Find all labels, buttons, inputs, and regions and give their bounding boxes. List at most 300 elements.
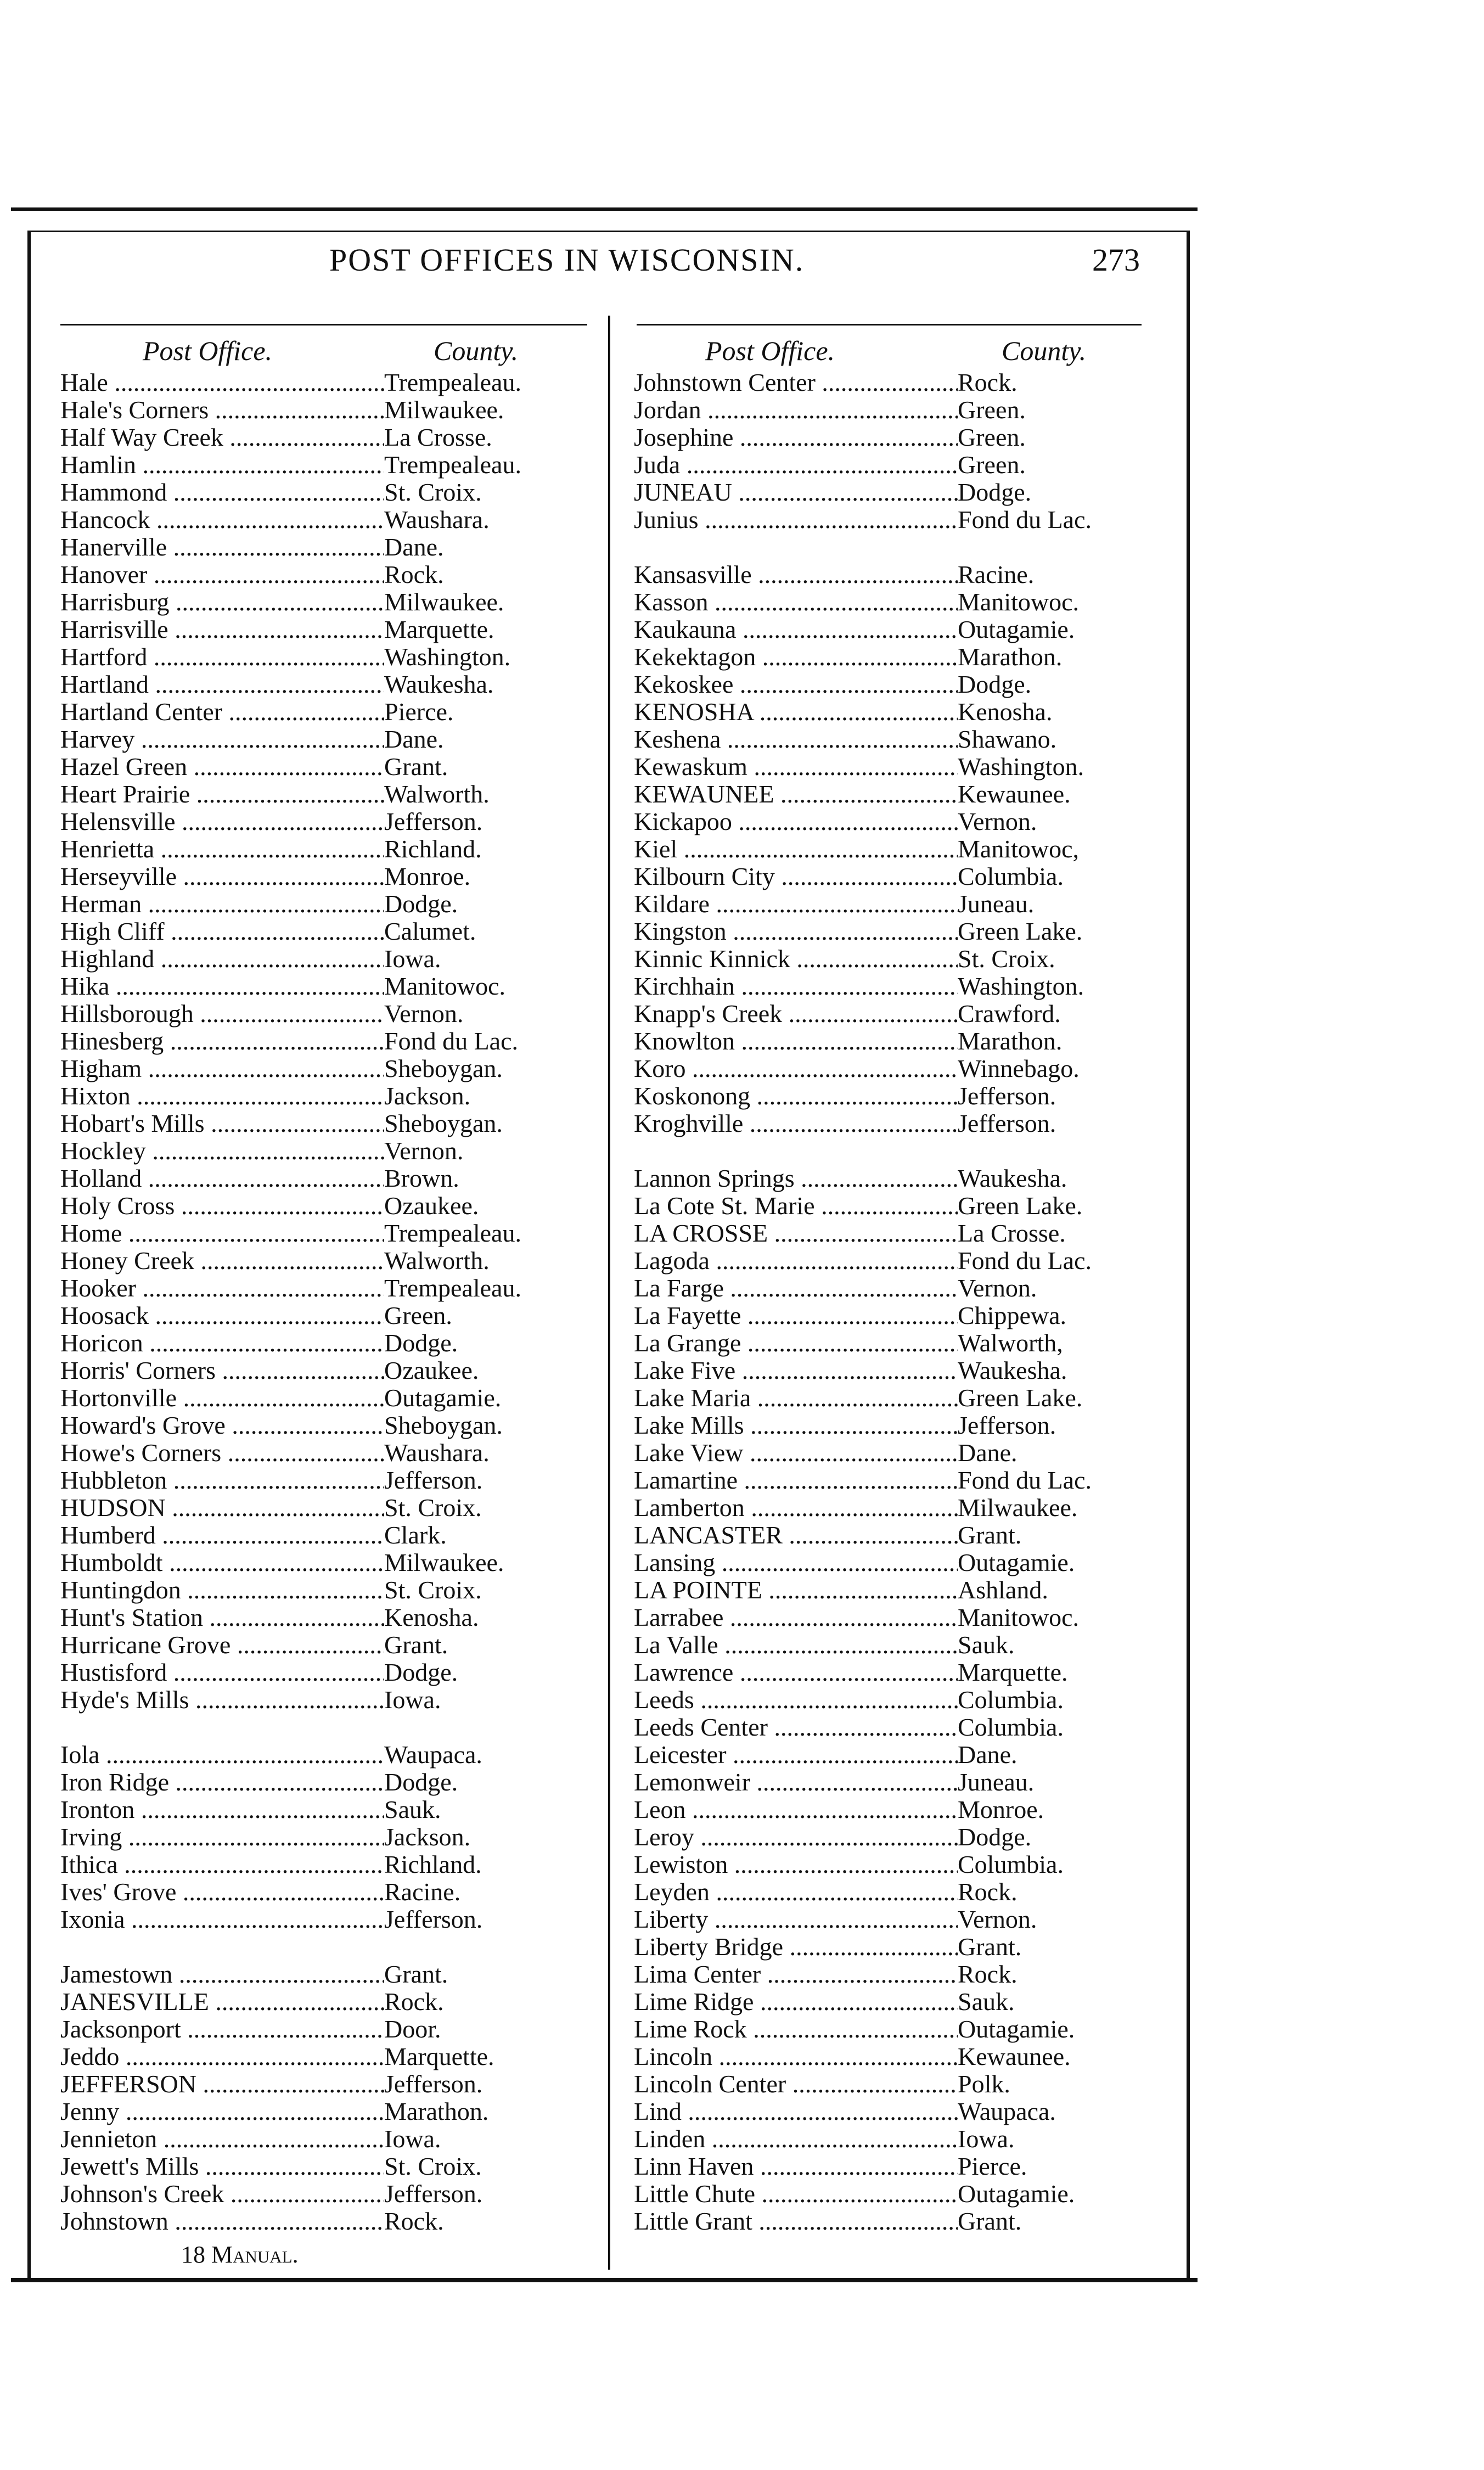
county-name: Vernon. [958,1274,1037,1302]
list-item [634,1686,1092,1714]
county-name: Marquette. [958,1658,1068,1686]
header-underline-right [637,324,1142,325]
county-name: Vernon. [384,1000,464,1028]
list-item [634,2208,1092,2235]
list-item [634,1961,1092,1988]
post-office-name: Hartford ..... [60,643,384,671]
list-item [60,1028,521,1055]
list-item [60,2180,521,2208]
post-office-name: Lime Ridge ..... [634,1988,958,2016]
county-name: Sheboygan. [384,1411,503,1439]
county-name: Door. [384,2015,441,2043]
post-office-heading: Post Office. [705,335,835,366]
county-name: Green. [958,423,1026,451]
county-name: Iowa. [384,2125,441,2153]
county-name: Dane. [384,725,444,753]
county-name: Columbia. [958,862,1064,890]
list-item [634,1220,1092,1247]
county-name: Racine. [384,1878,461,1906]
post-office-name: Jordan ..... [634,396,958,424]
list-item [60,1576,521,1604]
post-office-name: Lincoln Center ..... [634,2070,958,2098]
county-name: Jackson. [384,1823,471,1851]
post-office-name: Koskonong ..... [634,1082,958,1110]
county-name: Rock. [384,560,444,588]
post-office-name: Hammond ..... [60,479,384,506]
post-office-name: Kirchhain ..... [634,973,958,1000]
page-number: 273 [1092,242,1140,278]
list-item [60,1192,521,1220]
county-name: Vernon. [384,1137,464,1165]
list-item [60,1275,521,1302]
post-office-name: JUNEAU ..... [634,479,958,506]
post-office-name: Hobart's Mills ..... [60,1110,384,1137]
list-item [634,671,1092,698]
post-office-name: Kasson ..... [634,588,958,616]
post-office-name: KENOSHA ..... [634,698,958,726]
post-office-name: Hanover ..... [60,561,384,588]
list-item [634,396,1092,424]
county-name: Marquette. [384,615,494,643]
list-item [60,1357,521,1384]
list-item [634,1631,1092,1659]
post-office-name: Herman ..... [60,890,384,918]
post-office-name: Hunt's Station ..... [60,1604,384,1631]
post-office-name: High Cliff ..... [60,918,384,945]
list-item [60,1549,521,1576]
list-item [60,753,521,781]
list-item [60,2153,521,2180]
list-item [60,1631,521,1659]
list-item [60,643,521,671]
post-office-name: Hartland ..... [60,671,384,698]
county-name: Green Lake. [958,1384,1083,1412]
post-office-name: Lincoln ..... [634,2043,958,2070]
list-item [60,2125,521,2153]
list-item [60,1384,521,1412]
list-item [60,890,521,918]
list-item [634,753,1092,781]
post-office-name: Lemonweir ..... [634,1769,958,1796]
county-name: Walworth. [384,1247,490,1275]
county-name: Brown. [384,1164,459,1192]
list-item [60,616,521,643]
list-item [634,918,1092,945]
post-office-name: Lamartine ..... [634,1467,958,1494]
county-name: Outagamie. [384,1384,502,1412]
county-name: Walworth, [958,1329,1063,1357]
list-item [634,1275,1092,1302]
list-item [634,2153,1092,2180]
post-office-name: Jewett's Mills ..... [60,2153,384,2180]
county-name: Dodge. [384,1768,458,1796]
county-name: Vernon. [958,807,1037,835]
signature-footer: 18 Manual. [181,2241,299,2268]
post-office-name: Lake View ..... [634,1439,958,1467]
list-item [634,890,1092,918]
list-item [60,781,521,808]
county-name: Waukesha. [384,670,494,698]
list-item [60,534,521,561]
list-item [634,808,1092,835]
county-name: Trempealeau. [384,368,521,396]
county-name: Waushara. [384,1439,490,1467]
list-item [634,2043,1092,2070]
county-name: Milwaukee. [384,588,504,616]
county-name: Jefferson. [384,2070,483,2098]
list-item [60,1329,521,1357]
county-name: Columbia. [958,1686,1064,1714]
county-name: Grant. [384,753,448,781]
list-item [634,1028,1092,1055]
list-item [634,1357,1092,1384]
county-name: Dodge. [384,890,458,918]
list-item [60,726,521,753]
list-item [634,1082,1092,1110]
county-name: Milwaukee. [958,1494,1078,1522]
county-name: Kenosha. [958,698,1053,726]
right-column [634,335,1092,2235]
list-item [60,1110,521,1137]
post-office-name: JEFFERSON ..... [60,2070,384,2098]
county-name: St. Croix. [384,478,482,506]
left-column-header [60,335,521,369]
county-name: La Crosse. [958,1219,1066,1247]
county-name: Rock. [384,1988,444,2016]
post-office-name: Henrietta ..... [60,835,384,863]
county-name: Grant. [958,1521,1022,1549]
county-name: Green. [958,451,1026,479]
county-name: Rock. [384,2207,444,2235]
post-office-name: Iron Ridge ..... [60,1769,384,1796]
county-name: Dodge. [384,1658,458,1686]
post-office-name: Harrisburg ..... [60,588,384,616]
list-item [60,1769,521,1796]
county-name: Trempealeau. [384,1219,521,1247]
county-name: Dane. [958,1741,1018,1769]
county-name: Winnebago. [958,1054,1080,1082]
post-office-name: Irving ..... [60,1823,384,1851]
county-name: Waushara. [384,506,490,534]
list-item [60,1659,521,1686]
post-office-name: HUDSON ..... [60,1494,384,1522]
post-office-name: Kinnic Kinnick ..... [634,945,958,973]
list-item [60,1000,521,1028]
post-office-name: Juda ..... [634,451,958,479]
group-gap [60,1933,521,1961]
list-item [634,726,1092,753]
post-office-name: Hamlin ..... [60,451,384,479]
county-name: Monroe. [958,1795,1044,1823]
county-name: Juneau. [958,1768,1035,1796]
county-name: Ozaukee. [384,1356,479,1384]
list-item [60,1055,521,1082]
list-item [60,1741,521,1769]
county-name: Marquette. [384,2042,494,2070]
post-office-name: Lagoda ..... [634,1247,958,1275]
list-item [634,1439,1092,1467]
post-office-name: Hockley ..... [60,1137,384,1165]
list-item [634,863,1092,890]
post-office-name: Lake Maria ..... [634,1384,958,1412]
county-name: Vernon. [958,1905,1037,1933]
list-item [634,451,1092,479]
county-name: Chippewa. [958,1301,1067,1329]
list-item [60,1082,521,1110]
list-item [634,1192,1092,1220]
post-office-name: Jacksonport ..... [60,2016,384,2043]
county-heading: County. [1002,335,1087,366]
list-item [634,1659,1092,1686]
list-item [60,1961,521,1988]
county-name: Fond du Lac. [384,1027,519,1055]
post-office-name: Lewiston ..... [634,1851,958,1878]
county-name: Manitowoc, [958,835,1080,863]
post-office-name: Johnson's Creek ..... [60,2180,384,2208]
post-office-name: KEWAUNEE ..... [634,781,958,808]
list-item [60,835,521,863]
post-office-name: Hale's Corners ..... [60,396,384,424]
county-name: Ozaukee. [384,1192,479,1220]
list-item [60,1686,521,1714]
list-item [60,1851,521,1878]
county-name: Iowa. [958,2125,1015,2153]
list-item [634,369,1092,396]
county-name: Jefferson. [384,1466,483,1494]
list-item [60,396,521,424]
post-office-name: Hyde's Mills ..... [60,1686,384,1714]
list-item [634,835,1092,863]
post-office-name: Lamberton ..... [634,1494,958,1522]
list-item [60,1247,521,1275]
county-name: Green Lake. [958,1192,1083,1220]
post-office-name: LA CROSSE ..... [634,1220,958,1247]
list-item [634,1933,1092,1961]
list-item [634,588,1092,616]
list-item [634,1329,1092,1357]
list-item [60,451,521,479]
county-name: Marathon. [958,1027,1063,1055]
post-office-name: Helensville ..... [60,808,384,835]
county-name: Dodge. [958,670,1032,698]
post-office-name: Holland ..... [60,1165,384,1192]
county-name: Shawano. [958,725,1057,753]
county-name: Grant. [958,1933,1022,1961]
group-gap [60,1714,521,1741]
list-item [634,2180,1092,2208]
post-office-name: Hortonville ..... [60,1384,384,1412]
county-name: Ashland. [958,1576,1048,1604]
post-office-name: Holy Cross ..... [60,1192,384,1220]
post-office-name: Horris' Corners ..... [60,1357,384,1384]
list-item [60,1522,521,1549]
post-office-name: Hartland Center ..... [60,698,384,726]
list-item [634,2125,1092,2153]
list-item [634,1796,1092,1823]
post-office-name: Leeds ..... [634,1686,958,1714]
post-office-name: Hale ..... [60,369,384,396]
post-office-name: Jennieton ..... [60,2125,384,2153]
list-item [634,1769,1092,1796]
county-name: Outagamie. [958,2015,1075,2043]
page-title: POST OFFICES IN WISCONSIN. [329,242,805,278]
county-name: Iowa. [384,945,441,973]
list-item [634,1576,1092,1604]
list-item [634,1604,1092,1631]
list-item [634,781,1092,808]
post-office-name: Little Chute ..... [634,2180,958,2208]
post-office-name: Lansing ..... [634,1549,958,1576]
list-item [634,1851,1092,1878]
post-office-name: Kickapoo ..... [634,808,958,835]
county-name: Calumet. [384,917,476,945]
county-name: Dane. [384,533,444,561]
county-name: Manitowoc. [958,1603,1080,1631]
post-office-name: La Fayette ..... [634,1302,958,1329]
county-name: Jackson. [384,1082,471,1110]
right-column-header [634,335,1092,369]
post-office-name: LA POINTE ..... [634,1576,958,1604]
post-office-name: Kekektagon ..... [634,643,958,671]
column-divider [608,316,610,2270]
county-name: Rock. [958,368,1018,396]
top-rule [11,207,1198,211]
county-name: Outagamie. [958,2180,1075,2208]
county-name: Milwaukee. [384,396,504,424]
post-office-name: Hika ..... [60,973,384,1000]
county-name: Rock. [958,1878,1018,1906]
list-item [60,2070,521,2098]
post-office-name: JANESVILLE ..... [60,1988,384,2016]
group-gap [634,1137,1092,1165]
post-office-name: Liberty Bridge ..... [634,1933,958,1961]
bottom-rule [11,2278,1198,2282]
post-office-name: Highland ..... [60,945,384,973]
post-office-name: Kiel ..... [634,835,958,863]
list-item [634,506,1092,534]
county-name: Green. [384,1301,452,1329]
post-office-name: Iola ..... [60,1741,384,1769]
list-item [634,616,1092,643]
list-item [60,1796,521,1823]
post-office-name: Lannon Springs ..... [634,1165,958,1192]
list-item [60,1220,521,1247]
list-item [60,2016,521,2043]
county-heading: County. [434,335,519,366]
post-office-name: Ithica ..... [60,1851,384,1878]
county-name: Richland. [384,1850,482,1878]
post-office-name: Leroy ..... [634,1823,958,1851]
list-item [634,1000,1092,1028]
list-item [634,2070,1092,2098]
post-office-name: Home ..... [60,1220,384,1247]
post-office-name: Lake Mills ..... [634,1412,958,1439]
county-name: Trempealeau. [384,451,521,479]
list-item [634,424,1092,451]
post-office-name: Lima Center ..... [634,1961,958,1988]
list-item [634,1878,1092,1906]
county-name: Kewaunee. [958,2042,1071,2070]
post-office-name: Howe's Corners ..... [60,1439,384,1467]
county-name: St. Croix. [384,2152,482,2180]
county-name: Iowa. [384,1686,441,1714]
county-name: Fond du Lac. [958,1466,1092,1494]
post-office-name: Hillsborough ..... [60,1000,384,1028]
post-office-name: La Grange ..... [634,1329,958,1357]
list-item [634,1467,1092,1494]
list-item [634,1055,1092,1082]
county-name: Dodge. [958,1823,1032,1851]
list-item [634,1494,1092,1522]
post-office-name: Hinesberg ..... [60,1028,384,1055]
left-column [60,335,521,2235]
county-name: Dane. [958,1439,1018,1467]
post-office-name: Hazel Green ..... [60,753,384,781]
county-name: Monroe. [384,862,471,890]
list-item [60,698,521,726]
county-name: Jefferson. [958,1082,1056,1110]
post-office-name: Jamestown ..... [60,1961,384,1988]
post-office-name: Kildare ..... [634,890,958,918]
county-name: Rock. [958,1960,1018,1988]
county-name: Sauk. [958,1631,1015,1659]
county-name: Jefferson. [958,1109,1056,1137]
county-name: Jefferson. [384,2180,483,2208]
county-name: Marathon. [384,2097,489,2125]
list-item [634,2098,1092,2125]
post-office-name: Higham ..... [60,1055,384,1082]
list-item [60,1494,521,1522]
post-office-name: Kaukauna ..... [634,616,958,643]
post-office-name: Hoosack ..... [60,1302,384,1329]
list-item [60,424,521,451]
list-item [634,1302,1092,1329]
county-name: Manitowoc. [958,588,1080,616]
post-office-name: Hanerville ..... [60,534,384,561]
list-item [60,1878,521,1906]
county-name: Waukesha. [958,1356,1067,1384]
list-item [60,808,521,835]
post-office-name: Kewaskum ..... [634,753,958,781]
list-item [634,1412,1092,1439]
county-name: Jefferson. [384,1905,483,1933]
post-office-name: Humberd ..... [60,1522,384,1549]
post-office-name: Leon ..... [634,1796,958,1823]
post-office-name: Jeddo ..... [60,2043,384,2070]
post-office-name: Harvey ..... [60,726,384,753]
post-office-heading: Post Office. [143,335,273,366]
list-item [60,863,521,890]
list-item [634,1823,1092,1851]
post-office-name: Ixonia ..... [60,1906,384,1933]
county-name: Walworth. [384,780,490,808]
left-entry-list [60,369,521,2235]
post-office-name: Kilbourn City ..... [634,863,958,890]
list-item [60,918,521,945]
list-item [60,1412,521,1439]
post-office-name: Honey Creek ..... [60,1247,384,1275]
post-office-name: Leicester ..... [634,1741,958,1769]
list-item [60,2098,521,2125]
county-name: Trempealeau. [384,1274,521,1302]
list-item [634,1741,1092,1769]
list-item [634,1384,1092,1412]
post-office-name: Liberty ..... [634,1906,958,1933]
list-item [634,1988,1092,2016]
county-name: Grant. [958,2207,1022,2235]
post-office-name: Knapp's Creek ..... [634,1000,958,1028]
county-name: Grant. [384,1960,448,1988]
